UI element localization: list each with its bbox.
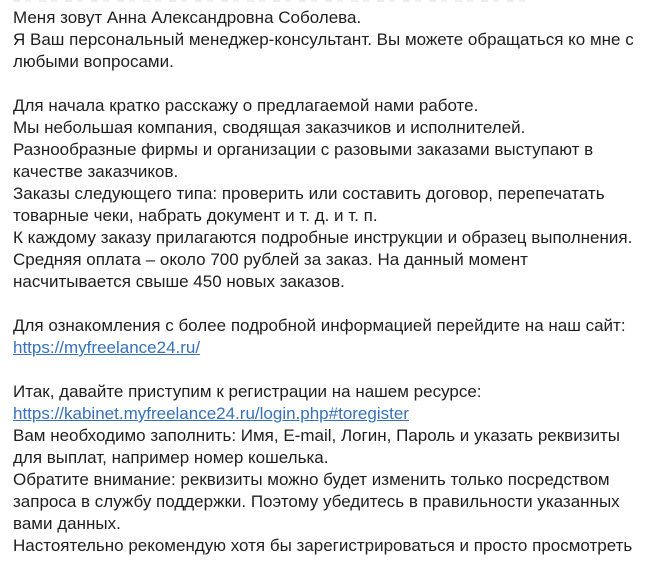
myfreelance-site-link[interactable]: https://myfreelance24.ru/	[13, 338, 201, 357]
message-line: Мы небольшая компания, сводящая заказчиков и исполнителей.	[13, 118, 526, 137]
message-line: Обратите внимание: реквизиты можно будет изменить только посредством	[13, 470, 610, 489]
message-line: Для ознакомления с более подробной информацией перейдите на наш сайт:	[13, 316, 626, 335]
message-line: качестве заказчиков.	[13, 162, 179, 181]
message-line	[13, 337, 650, 359]
message-line: Заказы следующего типа: проверить или составить договор, перепечатать	[13, 184, 605, 203]
message-line: Итак, давайте приступим к регистрации на нашем ресурсе:	[13, 382, 482, 401]
message-line: насчитывается свыше 450 новых заказов.	[13, 272, 345, 291]
message-line: Разнообразные фирмы и организации с разовыми заказами выступают в	[13, 140, 594, 159]
register-link[interactable]: https://kabinet.myfreelance24.ru/login.php#toregister	[13, 404, 409, 423]
message-line: вами данных.	[13, 514, 121, 533]
message-paragraph	[13, 381, 650, 557]
message-line: Я Ваш персональный менеджер-консультант. Вы можете обращаться ко мне с	[13, 30, 634, 49]
message-line: товарные чеки, набрать документ и т. д. и т. п.	[13, 206, 378, 225]
message-line: Средняя оплата – около 700 рублей за заказ. На данный момент	[13, 250, 528, 269]
message-line: Для начала кратко расскажу о предлагаемой нами работе.	[13, 96, 479, 115]
message-paragraph	[13, 95, 650, 293]
message-line: для выплат, например номер кошелька.	[13, 448, 329, 467]
message-line: К каждому заказу прилагаются подробные инструкции и образец выполнения.	[13, 228, 633, 247]
message-line: любыми вопросами.	[13, 52, 174, 71]
message-line: Вам необходимо заполнить: Имя, E-mail, Логин, Пароль и указать реквизиты	[13, 426, 621, 445]
message-line: Настоятельно рекомендую хотя бы зарегистрироваться и просто просмотреть	[13, 536, 633, 555]
message-paragraph	[13, 315, 650, 359]
message-line: запроса в службу поддержки. Поэтому убедитесь в правильности указанных	[13, 492, 620, 511]
cut-off-text-remnant	[13, 0, 533, 2]
message-paragraph	[13, 7, 650, 73]
message-line: Меня зовут Анна Александровна Соболева.	[13, 8, 362, 27]
message-line	[13, 403, 650, 425]
